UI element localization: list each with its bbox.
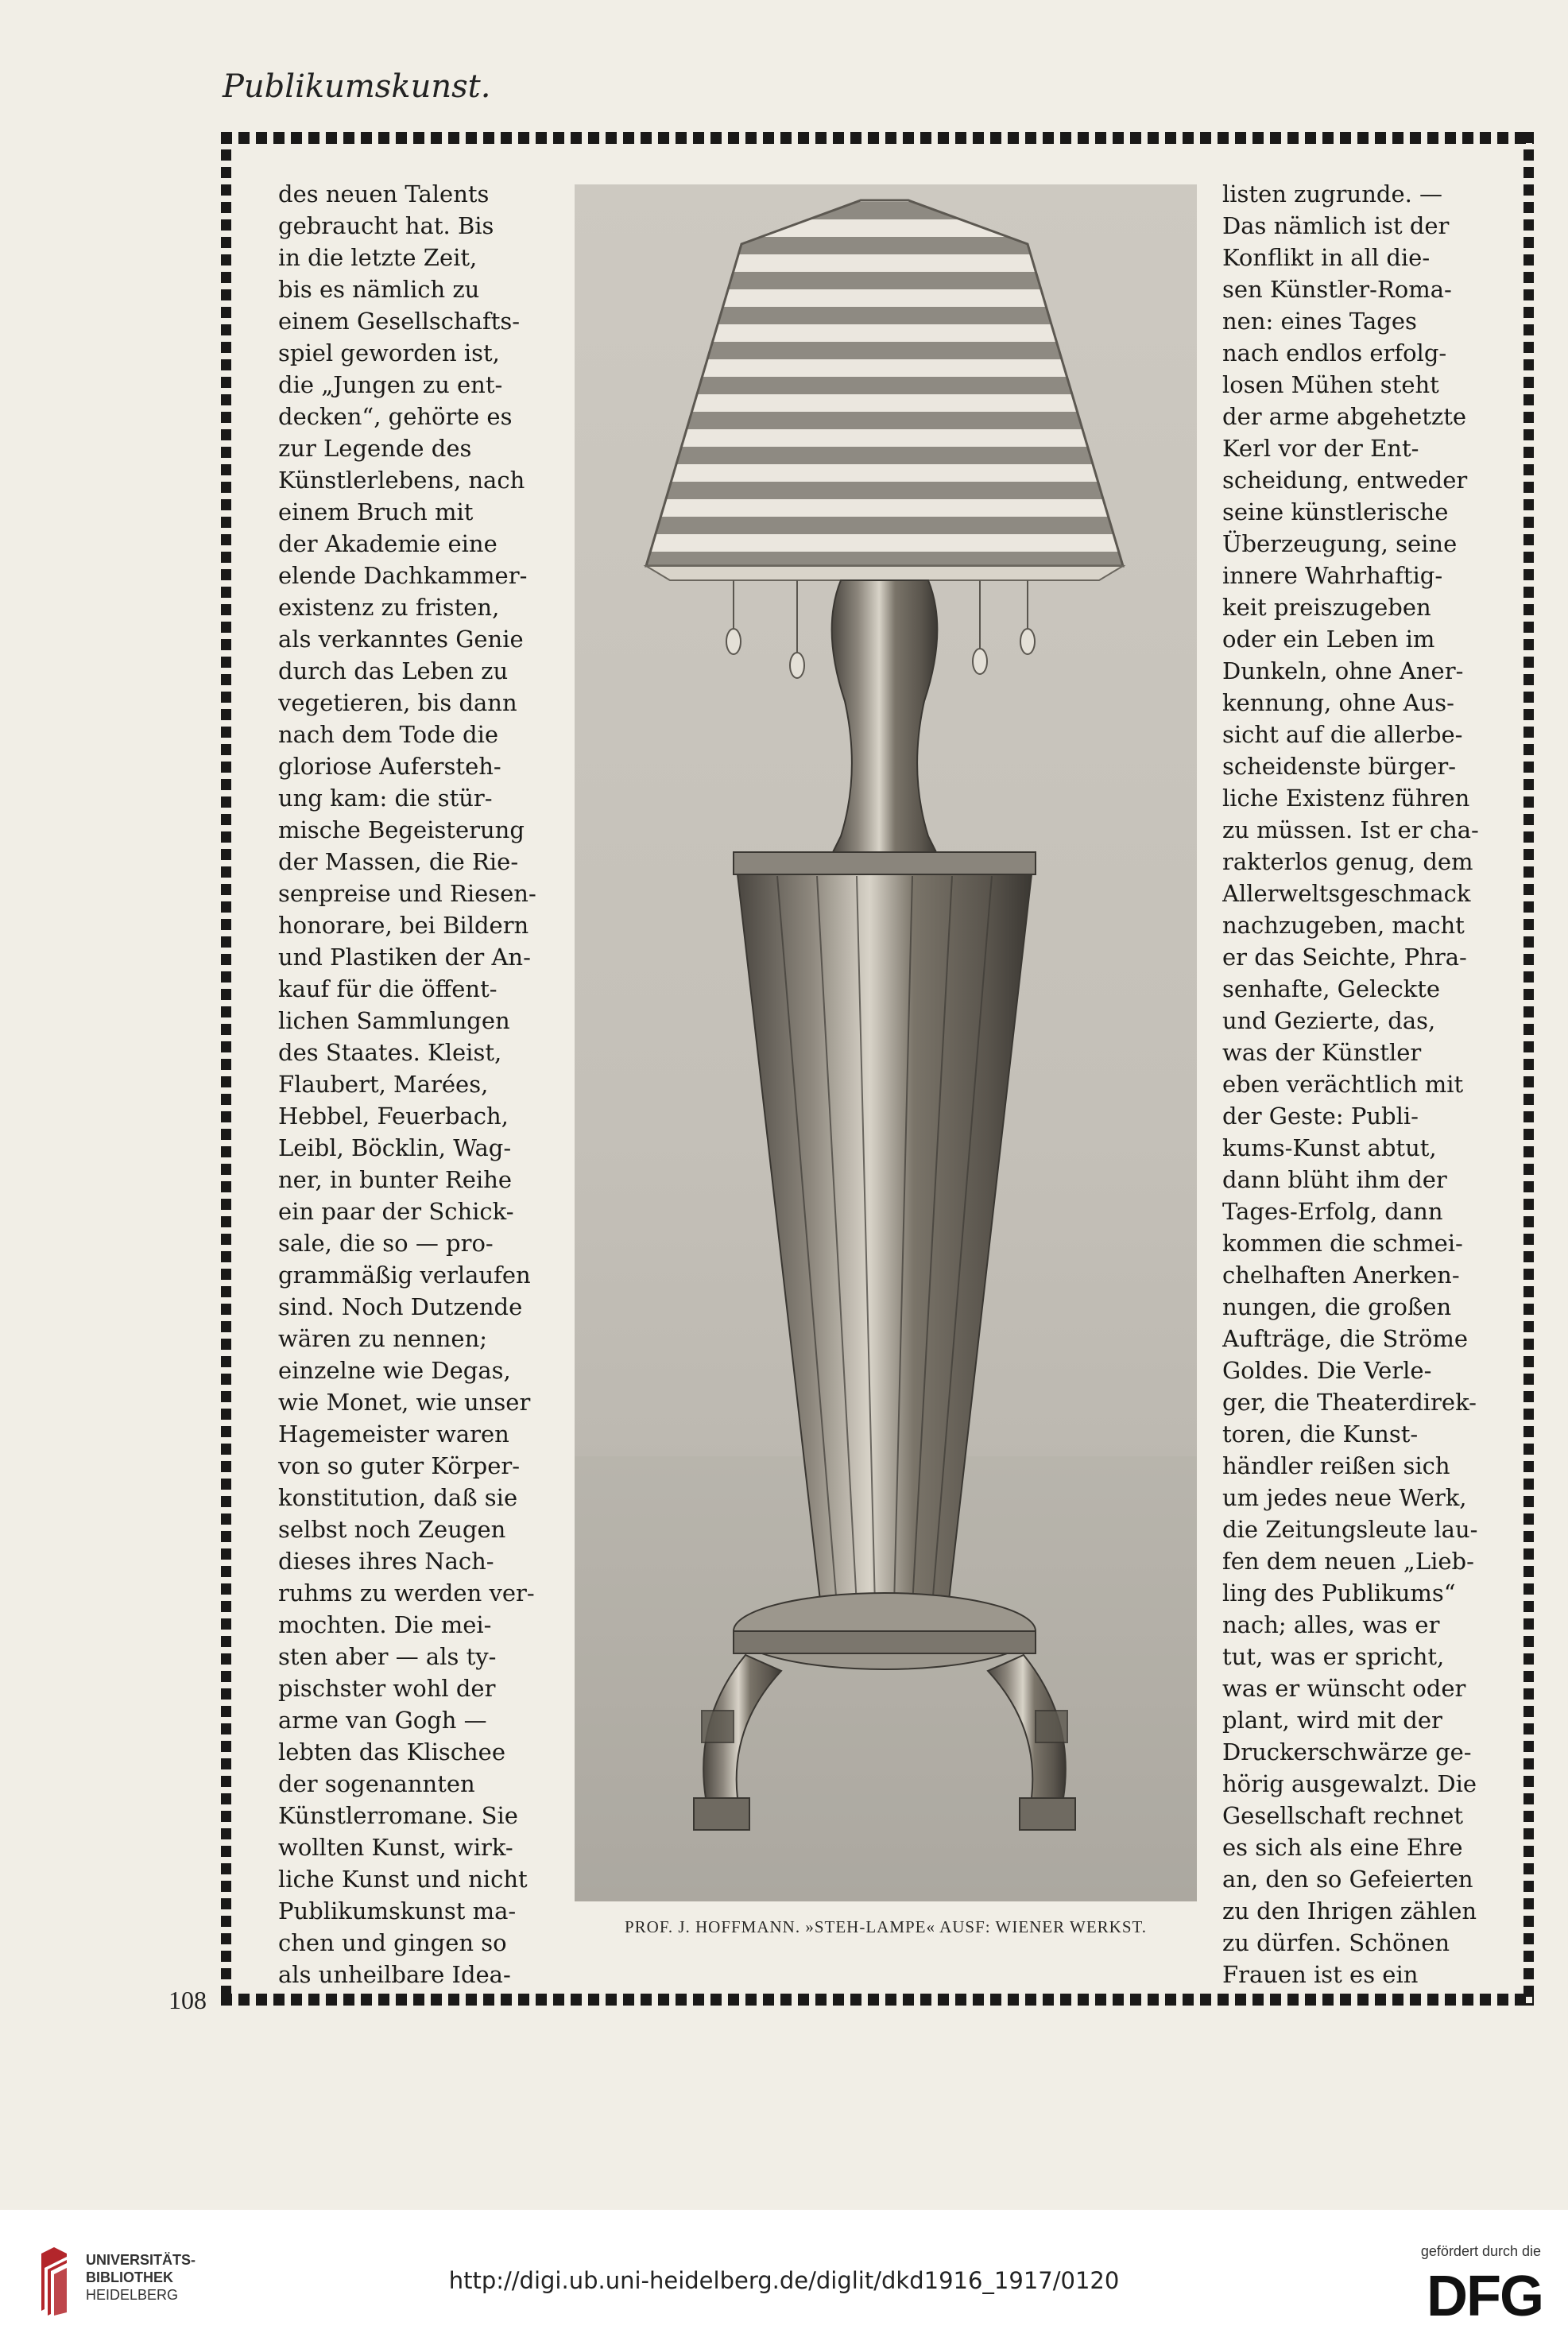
text-line: er das Seichte, Phra-	[1222, 944, 1467, 971]
text-line: Gesellschaft rechnet	[1222, 1802, 1464, 1829]
text-line: Überzeugung, seine	[1222, 530, 1458, 557]
text-line: Künstlerlebens, nach	[278, 467, 525, 494]
text-line: der Massen, die Rie-	[278, 848, 519, 875]
permalink-url[interactable]: http://digi.ub.uni-heidelberg.de/diglit/dkd1916_1917/0120	[448, 2267, 1120, 2294]
text-line: spiel geworden ist,	[278, 339, 500, 366]
text-line: zu dürfen. Schönen	[1222, 1929, 1450, 1956]
ornamental-border-top	[221, 132, 1534, 144]
text-line: gloriose Aufersteh-	[278, 753, 501, 780]
text-line: scheidenste bürger-	[1222, 753, 1457, 780]
text-line: nungen, die großen	[1222, 1293, 1452, 1320]
text-line: Flaubert, Marées,	[278, 1071, 489, 1098]
text-line: eben verächtlich mit	[1222, 1071, 1464, 1098]
text-line: pischster wohl der	[278, 1675, 496, 1702]
text-line: Hagemeister waren	[278, 1420, 509, 1448]
dfg-logo: DFG	[1427, 2265, 1543, 2328]
text-line: honorare, bei Bildern	[278, 912, 529, 939]
text-line: des Staates. Kleist,	[278, 1039, 502, 1066]
text-line: als verkanntes Genie	[278, 626, 524, 653]
text-line: als unheilbare Idea-	[278, 1961, 511, 1988]
text-line: zu den Ihrigen zählen	[1222, 1897, 1477, 1924]
text-line: mochten. Die mei-	[278, 1611, 492, 1638]
text-line: durch das Leben zu	[278, 657, 509, 684]
text-line: toren, die Kunst-	[1222, 1420, 1419, 1448]
text-line: Aufträge, die Ströme	[1222, 1325, 1469, 1352]
text-line: Allerweltsgeschmack	[1222, 880, 1471, 907]
right-text-column	[1222, 178, 1485, 1990]
text-line: losen Mühen steht	[1222, 371, 1439, 398]
text-line: sten aber — als ty-	[278, 1643, 497, 1670]
lamp-photograph	[575, 184, 1197, 1901]
text-line: elende Dachkammer-	[278, 562, 528, 589]
text-line: scheidung, entweder	[1222, 467, 1468, 494]
text-line: sale, die so — pro-	[278, 1230, 494, 1257]
text-line: plant, wird mit der	[1222, 1707, 1442, 1734]
ornamental-border-left	[221, 132, 231, 2006]
text-line: in die letzte Zeit,	[278, 244, 478, 271]
text-line: selbst noch Zeugen	[278, 1516, 506, 1543]
text-line: vegetieren, bis dann	[278, 689, 517, 716]
text-line: senpreise und Riesen-	[278, 880, 536, 907]
text-line: bis es nämlich zu	[278, 276, 480, 303]
text-line: Künstlerromane. Sie	[278, 1802, 518, 1829]
text-line: an, den so Gefeierten	[1222, 1866, 1473, 1893]
text-line: der sogenannten	[278, 1770, 475, 1797]
text-line: mische Begeisterung	[278, 816, 525, 843]
text-line: seine künstlerische	[1222, 498, 1449, 525]
text-line: Dunkeln, ohne Aner-	[1222, 657, 1464, 684]
library-name-line-2: BIBLIOTHEK	[86, 2269, 173, 2285]
text-line: fen dem neuen „Lieb-	[1222, 1548, 1474, 1575]
text-line: Publikumskunst ma-	[278, 1897, 517, 1924]
standing-lamp-illustration	[575, 184, 1197, 1901]
text-line: zu müssen. Ist er cha-	[1222, 816, 1479, 843]
text-line: sicht auf die allerbe-	[1222, 721, 1463, 748]
text-line: die „Jungen zu ent-	[278, 371, 503, 398]
text-line: ger, die Theaterdirek-	[1222, 1389, 1477, 1416]
text-line: grammäßig verlaufen	[278, 1262, 531, 1289]
text-line: innere Wahrhaftig-	[1222, 562, 1443, 589]
text-line: tut, was er spricht,	[1222, 1643, 1445, 1670]
digitization-footer	[0, 2210, 1568, 2341]
text-line: sen Künstler-Roma-	[1222, 276, 1452, 303]
text-line: nach endlos erfolg-	[1222, 339, 1447, 366]
text-line: wollten Kunst, wirk-	[278, 1834, 513, 1861]
text-line: händler reißen sich	[1222, 1452, 1450, 1479]
text-line: nach; alles, was er	[1222, 1611, 1440, 1638]
text-line: rakterlos genug, dem	[1222, 848, 1473, 875]
text-line: liche Existenz führen	[1222, 785, 1470, 812]
text-line: lichen Sammlungen	[278, 1007, 510, 1034]
text-line: Tages-Erfolg, dann	[1222, 1198, 1443, 1225]
text-line: kennung, ohne Aus-	[1222, 689, 1454, 716]
text-line: Kerl vor der Ent-	[1222, 435, 1419, 462]
text-line: was er wünscht oder	[1222, 1675, 1466, 1702]
text-line: nach dem Tode die	[278, 721, 499, 748]
funded-by-label: gefördert durch die	[1420, 2243, 1541, 2259]
text-line: listen zugrunde. —	[1222, 180, 1443, 207]
text-line: der arme abgehetzte	[1222, 403, 1467, 430]
text-line: hörig ausgewalzt. Die	[1222, 1770, 1477, 1797]
text-line: Frauen ist es ein	[1222, 1961, 1419, 1988]
text-line: des neuen Talents	[278, 180, 490, 207]
text-line: ner, in bunter Reihe	[278, 1166, 513, 1193]
text-line: existenz zu fristen,	[278, 594, 500, 621]
text-line: lebten das Klischee	[278, 1738, 506, 1765]
text-line: dann blüht ihm der	[1222, 1166, 1447, 1193]
text-line: Konflikt in all die-	[1222, 244, 1431, 271]
text-line: nachzugeben, macht	[1222, 912, 1465, 939]
left-text-column	[278, 178, 540, 1990]
text-line: sind. Noch Dutzende	[278, 1293, 523, 1320]
page-number: 108	[168, 1986, 207, 2014]
text-line: keit preiszugeben	[1222, 594, 1431, 621]
text-line: wie Monet, wie unser	[278, 1389, 531, 1416]
text-line: Das nämlich ist der	[1222, 212, 1450, 239]
text-line: der Geste: Publi-	[1222, 1103, 1419, 1130]
text-line: ein paar der Schick-	[278, 1198, 514, 1225]
text-line: liche Kunst und nicht	[278, 1866, 528, 1893]
text-line: nen: eines Tages	[1222, 308, 1417, 335]
text-line: und Plastiken der An-	[278, 944, 531, 971]
text-line: kauf für die öffent-	[278, 975, 498, 1002]
text-line: die Zeitungsleute lau-	[1222, 1516, 1478, 1543]
photo-caption: PROF. J. HOFFMANN. »STEH-LAMPE« AUSF: WIENER WERKST.	[624, 1917, 1148, 1936]
text-line: von so guter Körper-	[278, 1452, 521, 1479]
text-line: der Akademie eine	[278, 530, 498, 557]
text-line: ung kam: die stür-	[278, 785, 493, 812]
text-line: einzelne wie Degas,	[278, 1357, 511, 1384]
text-line: gebraucht hat. Bis	[278, 212, 494, 239]
text-line: oder ein Leben im	[1222, 626, 1435, 653]
library-name-line-1: UNIVERSITÄTS-	[86, 2252, 196, 2268]
text-line: ruhms zu werden ver-	[278, 1579, 535, 1607]
text-line: Hebbel, Feuerbach,	[278, 1103, 509, 1130]
text-line: kommen die schmei-	[1222, 1230, 1463, 1257]
text-line: Leibl, Böcklin, Wag-	[278, 1134, 512, 1161]
text-line: Goldes. Die Verle-	[1222, 1357, 1432, 1384]
text-line: es sich als eine Ehre	[1222, 1834, 1463, 1861]
ornamental-border-bottom	[221, 1994, 1534, 2006]
text-line: wären zu nennen;	[278, 1325, 488, 1352]
text-line: arme van Gogh —	[278, 1707, 487, 1734]
text-line: Druckerschwärze ge-	[1222, 1738, 1472, 1765]
text-line: kums-Kunst abtut,	[1222, 1134, 1437, 1161]
running-head: Publikumskunst.	[223, 68, 491, 105]
text-line: konstitution, daß sie	[278, 1484, 518, 1511]
library-name-line-3: HEIDELBERG	[86, 2287, 179, 2303]
text-line: senhafte, Geleckte	[1222, 975, 1441, 1002]
text-line: zur Legende des	[278, 435, 472, 462]
text-line: decken“, gehörte es	[278, 403, 513, 430]
ornamental-border-right	[1523, 132, 1534, 2006]
text-line: chen und gingen so	[278, 1929, 507, 1956]
text-line: um jedes neue Werk,	[1222, 1484, 1467, 1511]
text-line: einem Gesellschafts-	[278, 308, 521, 335]
text-line: und Gezierte, das,	[1222, 1007, 1436, 1034]
text-line: was der Künstler	[1222, 1039, 1422, 1066]
text-line: dieses ihres Nach-	[278, 1548, 494, 1575]
text-line: chelhaften Anerken-	[1222, 1262, 1460, 1289]
text-line: ling des Publikums“	[1222, 1579, 1456, 1607]
text-line: einem Bruch mit	[278, 498, 474, 525]
